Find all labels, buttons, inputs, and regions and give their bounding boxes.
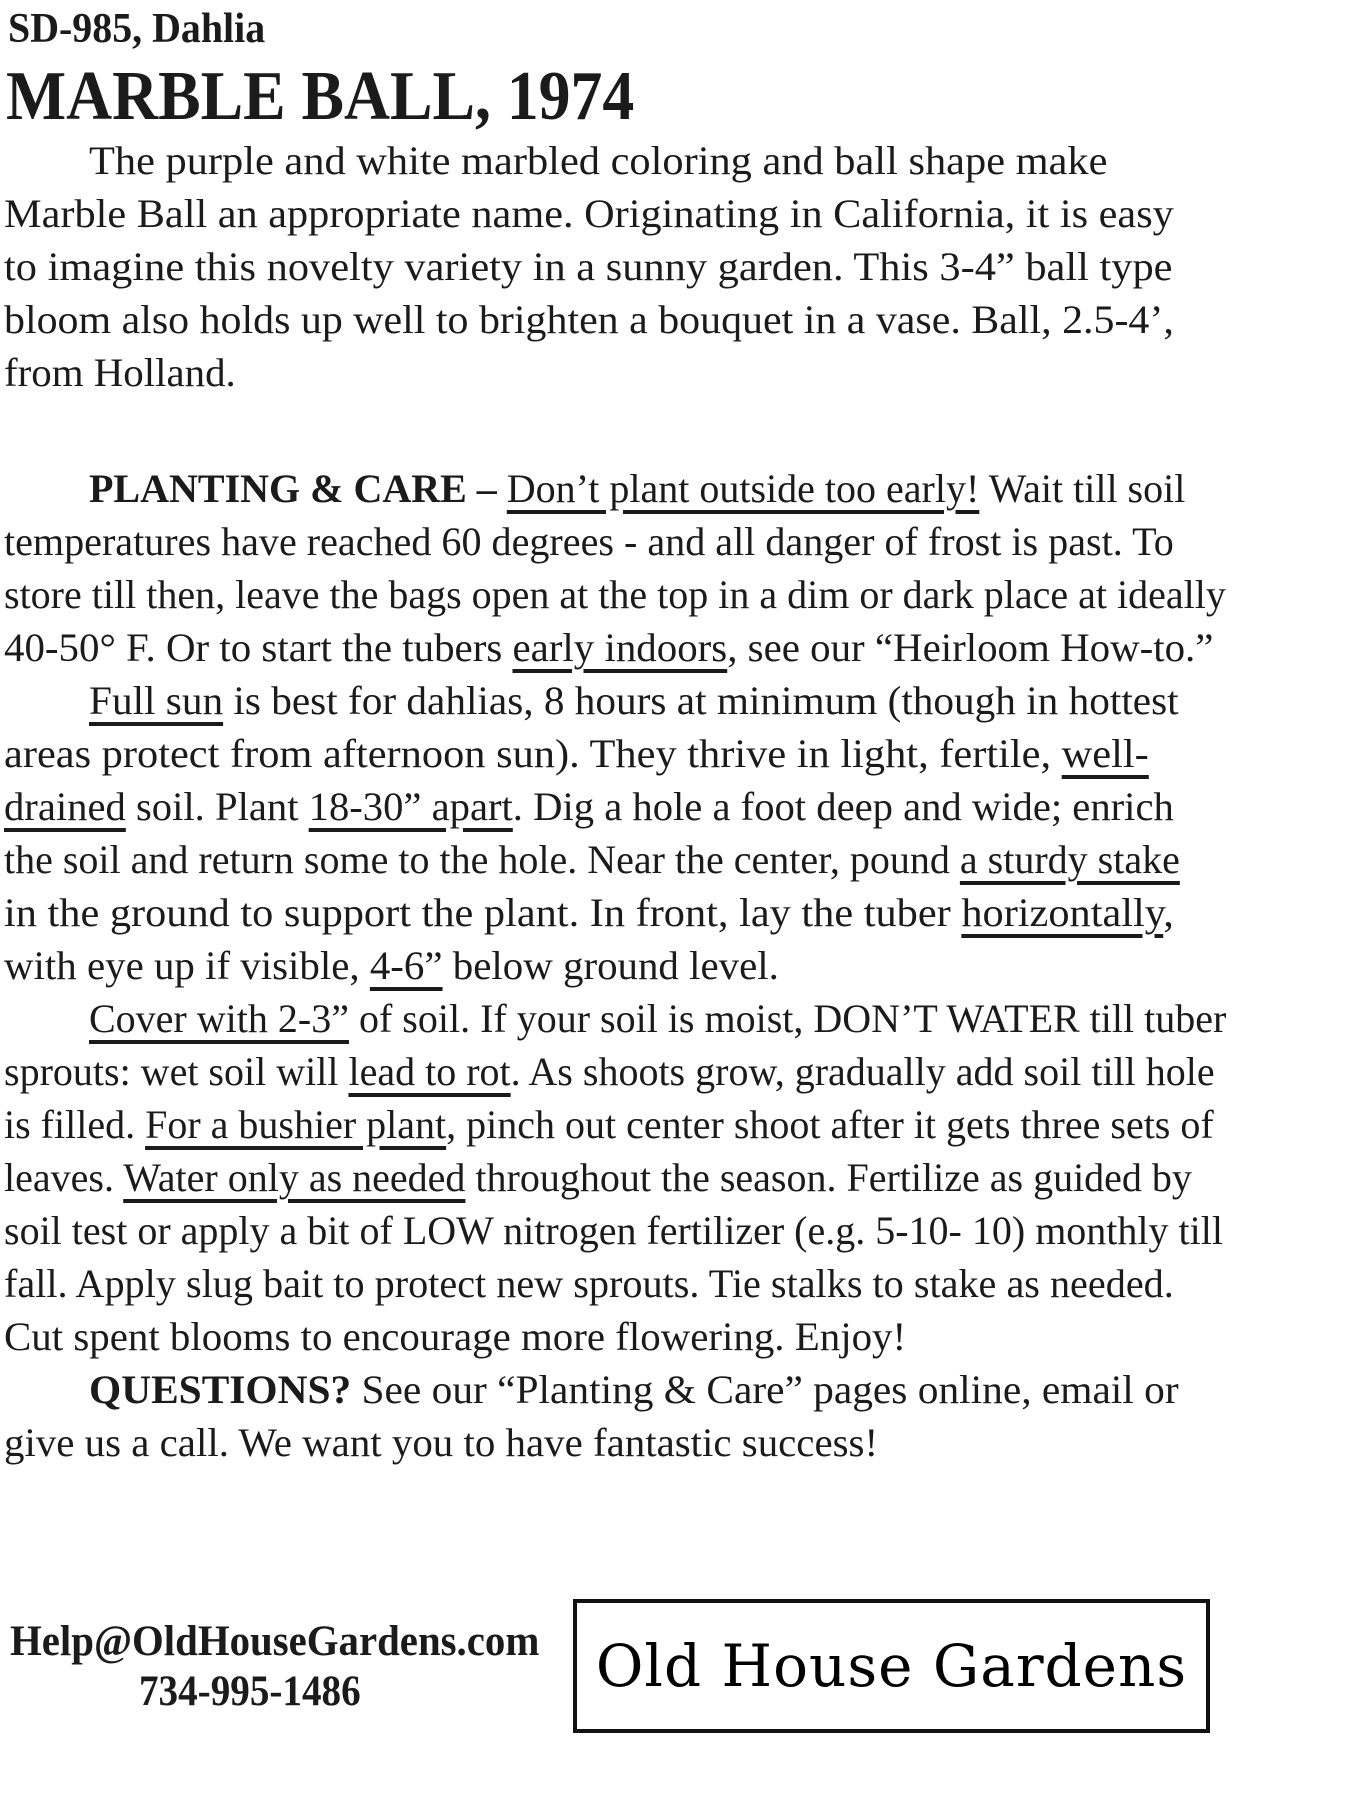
text-line [89, 134, 1244, 187]
text-run: . Dig a hole a foot deep and wide; enrich [512, 784, 1174, 829]
text-line [4, 240, 1244, 293]
text-line-runs [4, 1310, 906, 1363]
text-run: Marble Ball an appropriate name. Originating in California, it is easy [4, 191, 1174, 236]
text-run: 4-6” [369, 943, 443, 988]
text-line [4, 1151, 1244, 1204]
contact-phone-text: 734-995-1486 [139, 1668, 361, 1715]
text-run: Water only as needed [123, 1155, 466, 1200]
text-run: with eye up if visible, [4, 943, 370, 988]
text-run: drained [4, 784, 126, 829]
text-line-runs [89, 462, 1185, 515]
text-line [4, 833, 1244, 886]
text-line [4, 1257, 1244, 1310]
catalog-code-text: SD-985, Dahlia [8, 6, 266, 52]
text-line [4, 1204, 1244, 1257]
text-run: areas protect from afternoon sun). They thrive in light, fertile, [4, 731, 1062, 776]
text-line-runs [89, 992, 1226, 1045]
text-run: sprouts: wet soil will [4, 1049, 349, 1094]
text-run: well- [1061, 731, 1149, 776]
text-run: . As shoots grow, gradually add soil till hole [510, 1049, 1215, 1094]
text-run: horizontally [961, 890, 1164, 935]
text-line-runs [4, 187, 1174, 240]
text-line-runs [89, 1363, 1179, 1416]
text-line [4, 1416, 1244, 1469]
text-line-runs [4, 346, 236, 399]
contact-email [10, 1618, 567, 1666]
text-line-runs [4, 780, 1174, 833]
text-run: PLANTING & CARE – [89, 466, 507, 511]
text-line [4, 1098, 1244, 1151]
text-line [4, 568, 1244, 621]
text-run: early indoors [512, 625, 728, 670]
text-line-runs [4, 939, 779, 992]
text-run: is best for dahlias, 8 hours at minimum (though in hottest [223, 678, 1179, 723]
text-run: Wait till soil [979, 466, 1186, 511]
text-line-runs [4, 886, 1174, 939]
text-line-runs [4, 1204, 1223, 1257]
text-run: leaves. [4, 1155, 124, 1200]
text-run: give us a call. We want you to have fantastic success! [4, 1420, 879, 1465]
text-run: 18-30” apart [308, 784, 513, 829]
page-title [6, 58, 1350, 135]
text-run: Cover with 2-3” [89, 996, 349, 1041]
text-run: , pinch out center shoot after it gets three sets of [446, 1102, 1214, 1147]
text-run: The purple and white marbled coloring and ball shape make [89, 138, 1108, 183]
text-run: For a bushier plant [145, 1102, 447, 1147]
text-line [4, 515, 1244, 568]
text-run: temperatures have reached 60 degrees - and all danger of frost is past. To [4, 519, 1174, 564]
text-run: of soil. If your soil is moist, DON’T WATER till tuber [348, 996, 1227, 1041]
text-line [4, 346, 1244, 399]
text-run: , see our “Heirloom How-to.” [727, 625, 1214, 670]
page-title-text: MARBLE BALL, 1974 [6, 58, 635, 135]
text-run: soil test or apply a bit of LOW nitrogen fertilizer (e.g. 5-10- 10) monthly till [4, 1208, 1223, 1253]
text-line-runs [4, 727, 1149, 780]
text-run: the soil and return some to the hole. Near the center, pound [4, 837, 960, 882]
text-run: throughout the season. Fertilize as guided by [465, 1155, 1192, 1200]
text-run: below ground level. [442, 943, 779, 988]
text-run: in the ground to support the plant. In front, lay the tuber [4, 890, 962, 935]
text-run: Cut spent blooms to encourage more flowering. Enjoy! [4, 1314, 907, 1359]
paragraph [4, 134, 1244, 399]
text-line [4, 780, 1244, 833]
text-line-runs [4, 240, 1173, 293]
text-line-runs [4, 1416, 878, 1469]
text-line-runs [4, 293, 1174, 346]
text-line-runs [4, 568, 1226, 621]
text-line-runs [4, 515, 1174, 568]
text-run: from Holland. [4, 350, 236, 395]
text-run: fall. Apply slug bait to protect new sprouts. Tie stalks to stake as needed. [4, 1261, 1174, 1306]
text-run: QUESTIONS? [89, 1367, 352, 1412]
text-line [4, 1310, 1244, 1363]
text-line [4, 939, 1244, 992]
text-line [4, 621, 1244, 674]
text-line [89, 462, 1244, 515]
text-line-runs [4, 1151, 1192, 1204]
text-run: , [1163, 890, 1174, 935]
text-line-runs [4, 1257, 1174, 1310]
logo-text: Old House Gardens [595, 1632, 1188, 1700]
text-run: lead to rot [348, 1049, 511, 1094]
text-run: soil. Plant [125, 784, 309, 829]
text-line [4, 1045, 1244, 1098]
text-line-runs [89, 134, 1107, 187]
text-line [89, 674, 1244, 727]
text-run: to imagine this novelty variety in a sunny garden. This 3-4” ball type [4, 244, 1173, 289]
text-run: is filled. [4, 1102, 146, 1147]
text-run: store till then, leave the bags open at the top in a dim or dark place at ideally [4, 572, 1226, 617]
text-line [4, 187, 1244, 240]
paragraph [4, 992, 1244, 1363]
body-text [4, 134, 1244, 1469]
text-run: Don’t plant outside too early! [506, 466, 980, 511]
contact-email-text: Help@OldHouseGardens.com [10, 1618, 540, 1665]
paragraph [4, 1363, 1244, 1469]
text-run: a sturdy stake [959, 837, 1180, 882]
contact-phone [10, 1668, 490, 1716]
text-line [4, 293, 1244, 346]
text-line-runs [89, 674, 1179, 727]
text-run: 40-50° F. Or to start the tubers [4, 625, 513, 670]
text-line [4, 727, 1244, 780]
text-run: Full sun [89, 678, 224, 723]
paragraph [4, 462, 1244, 674]
catalog-code [8, 6, 1350, 52]
text-line [89, 992, 1244, 1045]
text-line-runs [4, 621, 1213, 674]
text-line-runs [4, 1098, 1214, 1151]
document-page [0, 6, 1350, 1806]
text-line [4, 886, 1244, 939]
text-run: bloom also holds up well to brighten a bouquet in a vase. Ball, 2.5-4’, [4, 297, 1174, 342]
paragraph [4, 674, 1244, 992]
logo-box [573, 1599, 1210, 1733]
text-line [89, 1363, 1244, 1416]
text-run: See our “Planting & Care” pages online, email or [351, 1367, 1179, 1412]
text-line-runs [4, 1045, 1215, 1098]
text-line-runs [4, 833, 1180, 886]
